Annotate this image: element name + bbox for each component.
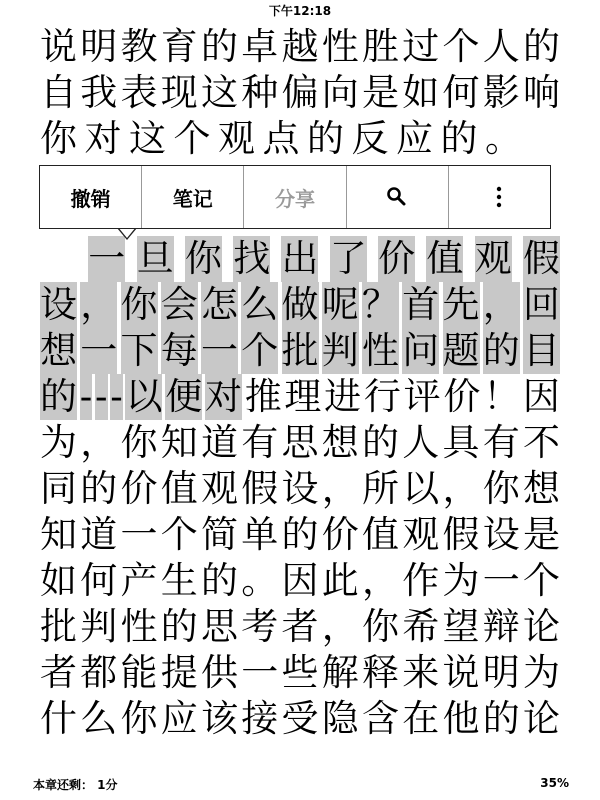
text-char: 是 [523,513,560,556]
text-char: 望 [442,605,480,648]
text-char: 的 [160,605,198,648]
selection-popup-menu [39,165,551,229]
text-char: ！ [483,375,521,418]
text-char: 是 [362,71,399,114]
highlighted-char: 会 [160,283,198,326]
text-char: 个 [160,513,198,556]
text-char: 理 [284,375,322,418]
text-char: 个 [173,117,211,160]
text-char: 具 [442,421,480,464]
text-char: 为 [40,421,77,464]
text-char: 何 [442,71,480,114]
text-line[interactable] [40,70,560,116]
text-char: 对 [84,117,122,160]
text-char: 受 [281,697,319,740]
text-char: 提 [160,651,198,694]
text-char: 为 [442,559,480,602]
text-char: 。 [241,559,279,602]
text-char: 的 [201,559,238,602]
text-char: 的 [80,467,118,510]
text-char: 简 [201,513,238,556]
text-char: 为 [523,651,560,694]
status-time: 下午12:18 [268,4,332,18]
highlighted-char: 下 [120,329,158,372]
search-icon [386,186,408,208]
text-char: 解 [321,651,359,694]
text-char: 隐 [321,697,359,740]
highlighted-char: 怎 [201,283,238,326]
text-char: 偏 [281,71,319,114]
highlighted-char: 假 [522,237,560,280]
highlighted-char: 呢 [321,283,359,326]
text-char: 你 [362,605,399,648]
highlighted-char: 价 [378,237,416,280]
highlighted-char: 先 [442,283,480,326]
text-char: 推 [244,375,282,418]
text-line[interactable] [40,420,560,466]
text-char: 道 [80,513,118,556]
text-char: 些 [281,651,319,694]
text-char: 者 [281,605,319,648]
text-line[interactable] [40,466,560,512]
text-char: 论 [523,697,560,740]
text-char: 说 [40,25,77,68]
text-char: 你 [482,467,520,510]
text-line[interactable] [40,374,560,420]
text-char: 在 [402,697,440,740]
text-char: 的 [523,25,560,68]
highlighted-char: 的 [482,329,520,372]
chapter-remaining: 本章还剩： 1分 [33,778,118,792]
highlighted-char: 观 [474,237,512,280]
text-char: 向 [321,71,359,114]
text-char: 什 [40,697,77,740]
highlighted-char: 判 [321,329,359,372]
text-char: 自 [40,71,77,114]
text-char: 何 [80,559,118,602]
highlighted-char: 目 [523,329,560,372]
text-char: 应 [396,117,433,160]
highlighted-char: ， [482,283,520,326]
highlighted-char: 旦 [136,237,174,280]
text-line[interactable] [40,116,560,162]
text-char: 影 [482,71,520,114]
highlighted-char: - [94,375,108,418]
text-char: 单 [241,513,279,556]
text-char: 思 [281,421,319,464]
text-char: 点 [262,117,300,160]
text-char: 不 [523,421,560,464]
text-char: 应 [160,697,198,740]
text-char: 胜 [362,25,399,68]
text-char: 含 [362,697,399,740]
highlighted-char: 出 [281,237,319,280]
highlighted-char: 的 [40,375,77,418]
text-char: 你 [120,697,158,740]
text-char: 设 [482,513,520,556]
text-char: 值 [160,467,198,510]
text-char: 辩 [482,605,520,648]
text-char: 产 [120,559,158,602]
highlighted-char: 回 [523,283,560,326]
highlighted-char: 你 [184,237,222,280]
undo-button[interactable]: 撤销 [40,166,142,228]
text-char: 评 [403,375,441,418]
highlighted-char: 一 [201,329,238,372]
text-char: 人 [482,25,520,68]
text-char: 因 [281,559,319,602]
text-char [40,236,77,282]
text-char: 个 [442,25,480,68]
highlighted-char: 一 [88,237,126,280]
text-char: 。 [485,117,522,160]
text-char: 一 [241,651,279,694]
text-char: 你 [40,117,77,160]
text-char: ， [442,467,480,510]
text-char: 育 [160,25,198,68]
text-char: 教 [120,25,158,68]
text-line[interactable] [40,512,560,558]
text-char: 以 [402,467,440,510]
text-char: 人 [402,421,440,464]
highlighted-char: 便 [165,375,203,418]
highlighted-char: - [110,375,123,418]
text-char: 他 [442,697,480,740]
text-char: 的 [482,697,520,740]
text-char: ， [362,559,399,602]
text-char: 思 [201,605,238,648]
text-line[interactable] [40,236,560,282]
text-char: 反 [351,117,389,160]
text-char: 观 [218,117,255,160]
text-char: 这 [129,117,166,160]
highlighted-char: 想 [40,329,77,372]
text-char: 都 [80,651,118,694]
text-char: 性 [321,25,359,68]
highlighted-char: 批 [281,329,319,372]
text-line[interactable] [40,604,560,650]
text-char: 供 [201,651,238,694]
more-vertical-icon [495,185,503,209]
highlighted-char: 个 [241,329,279,372]
text-char: 作 [402,559,440,602]
text-char: 一 [120,513,158,556]
text-char: 释 [362,651,399,694]
text-char: 观 [402,513,440,556]
text-char: 考 [241,605,279,648]
highlighted-char: 做 [281,283,319,326]
text-line[interactable] [40,696,560,742]
text-char: 观 [201,467,238,510]
text-char: 假 [442,513,480,556]
text-char: 价 [120,467,158,510]
text-char: 我 [80,71,118,114]
highlighted-char: ， [80,283,118,326]
text-char: 有 [482,421,520,464]
text-char: ， [321,467,359,510]
text-char: 个 [523,559,560,602]
text-char: 接 [241,697,279,740]
text-char: 判 [80,605,118,648]
highlighted-char: 值 [426,237,464,280]
text-char: 道 [201,421,238,464]
text-char: 你 [120,421,158,464]
text-char: 能 [120,651,158,694]
text-char: 该 [201,697,238,740]
text-char: 同 [40,467,77,510]
text-char: 如 [402,71,440,114]
share-button[interactable]: 分享 [244,166,346,228]
text-char: 设 [281,467,319,510]
text-char: 种 [241,71,279,114]
highlighted-char: 设 [40,283,77,326]
text-char: 知 [160,421,198,464]
text-char: 现 [160,71,198,114]
highlighted-char: 以 [125,375,163,418]
text-char: 明 [80,25,118,68]
highlighted-char: 题 [442,329,480,372]
text-char: 这 [201,71,238,114]
text-char: 一 [482,559,520,602]
highlighted-char: 对 [204,375,242,418]
text-char: 的 [281,513,319,556]
text-line[interactable] [40,24,560,70]
text-char: ， [321,605,359,648]
text-char: 所 [362,467,399,510]
highlighted-char: 么 [241,283,279,326]
text-char: 的 [201,25,238,68]
highlighted-char: 一 [80,329,118,372]
text-char: 价 [321,513,359,556]
text-line[interactable] [40,558,560,604]
text-char: 价 [443,375,481,418]
text-line[interactable] [40,328,560,374]
highlighted-char: - [79,375,93,418]
text-char: 卓 [241,25,279,68]
text-line[interactable] [40,650,560,696]
text-char: 值 [362,513,399,556]
highlighted-char: 你 [120,283,158,326]
text-char: 者 [40,651,77,694]
highlighted-char: 找 [233,237,271,280]
highlighted-char: 首 [402,283,440,326]
text-char: 想 [321,421,359,464]
text-char: 有 [241,421,279,464]
reading-progress: 35% [540,776,569,790]
note-button[interactable]: 笔记 [142,166,244,228]
highlighted-char: 每 [160,329,198,372]
more-button[interactable] [449,166,550,228]
text-char: 假 [241,467,279,510]
text-char: 的 [362,421,399,464]
text-char: ， [80,421,118,464]
highlighted-char: 了 [329,237,367,280]
text-char: 行 [363,375,401,418]
highlighted-char: 问 [402,329,440,372]
text-char: 过 [402,25,440,68]
text-char: 如 [40,559,77,602]
highlighted-char: 性 [362,329,399,372]
text-char: 知 [40,513,77,556]
search-button[interactable] [347,166,449,228]
text-char: 因 [522,375,560,418]
text-char: 想 [523,467,560,510]
text-char: 么 [80,697,118,740]
text-char: 说 [442,651,480,694]
text-char: 明 [482,651,520,694]
text-char: 来 [402,651,440,694]
text-char: 表 [120,71,158,114]
text-char: 批 [40,605,77,648]
text-char: 论 [523,605,560,648]
text-char: 越 [281,25,319,68]
text-char: 进 [324,375,362,418]
text-char: 此 [321,559,359,602]
text-line[interactable] [40,282,560,328]
text-char: 希 [402,605,440,648]
highlighted-char: ？ [362,283,399,326]
text-char: 的 [307,117,344,160]
text-char: 响 [523,71,560,114]
text-char: 性 [120,605,158,648]
text-char: 生 [160,559,198,602]
text-char: 的 [440,117,478,160]
